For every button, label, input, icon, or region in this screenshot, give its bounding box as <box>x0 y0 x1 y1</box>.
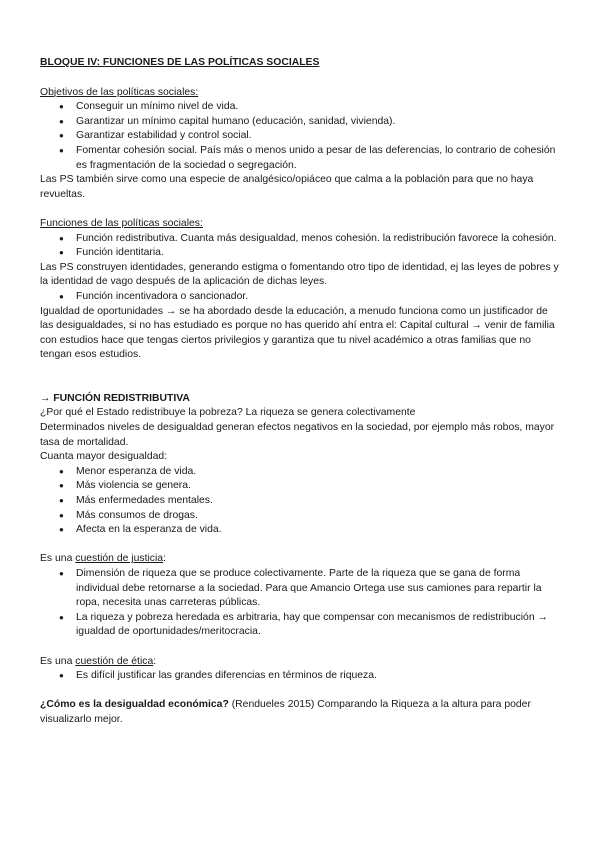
spacer <box>40 538 560 553</box>
redistributiva-line-1: ¿Por qué el Estado redistribuye la pobreza? La riqueza se genera colectivamente <box>40 407 416 419</box>
funciones-heading: Funciones de las políticas sociales: <box>40 217 203 229</box>
redistributiva-line-2: Determinados niveles de desigualdad generan efectos negativos en la sociedad, por ejemplo más robos, mayor tasa de mortalidad. <box>40 422 555 448</box>
list-item: ● Fomentar cohesión social. País más o menos unido a pesar de las deferencias, lo contrario de cohesión es fragmentación de la sociedad o segregación. <box>76 144 560 173</box>
objetivos-heading: Objetivos de las políticas sociales: <box>40 86 199 98</box>
desigualdad-effects-list <box>40 465 560 538</box>
etica-prefix: Es una <box>40 655 76 667</box>
list-item: ● Más enfermedades mentales. <box>76 494 560 509</box>
list-item: ● Dimensión de riqueza que se produce colectivamente. Parte de la riqueza que se gana de forma individual debe retornarse a la sociedad. Para que Amancio Ortega use sus camiones para repartir la ropa, necesita unas carreteras públicas. <box>76 567 560 611</box>
justicia-prefix: Es una <box>40 553 76 565</box>
final-rest: (Rendueles 2015) Comparando la Riqueza a la altura para poder visualizarlo mejor. <box>40 699 531 725</box>
spacer <box>40 202 560 217</box>
objetivos-list <box>40 100 560 173</box>
funciones-list-1 <box>40 232 560 261</box>
spacer <box>40 684 560 699</box>
page-title: BLOQUE IV: FUNCIONES DE LAS POLÍTICAS SOCIALES <box>40 57 320 68</box>
list-item: ● Más violencia se genera. <box>76 479 560 494</box>
list-item: ● Conseguir un mínimo nivel de vida. <box>76 100 560 115</box>
list-item: ● Garantizar un mínimo capital humano (educación, sanidad, vivienda). <box>76 115 560 130</box>
justicia-heading <box>40 552 560 567</box>
funciones-text-1: Las PS construyen identidades, generando estigma o fomentando otro tipo de identidad, ej las leyes de pobres y la identidad de vago después de la aplicación de dichas leyes. <box>40 261 559 288</box>
etica-term: cuestión de ética <box>75 655 154 667</box>
list-item: ● Garantizar estabilidad y control social. <box>76 129 560 144</box>
list-item: ● Función identitaria. <box>76 246 560 261</box>
list-item: ● La riqueza y pobreza heredada es arbitraria, hay que compensar con mecanismos de redistribución → igualdad de oportunidades/meritocracia. <box>76 611 560 640</box>
spacer <box>40 363 560 392</box>
final-question: ¿Cómo es la desigualdad económica? <box>40 699 229 711</box>
list-item: ● Menor esperanza de vida. <box>76 465 560 480</box>
funciones-list-2 <box>40 290 560 305</box>
funciones-text-2: Igualdad de oportunidades → se ha abordado desde la educación, a menudo funciona como un justificador de las desigualdades, si no has estudiado es porque no has querido ahí entra el: Capital cultural → venir de familia con estudios hace que tengas ciertos privilegios y garantiza que tu nivel académico a otras familias que no tengan esos estudios. <box>40 305 555 361</box>
list-item: ● Función redistributiva. Cuanta más desigualdad, menos cohesión. la redistribución favorece la cohesión. <box>76 232 560 247</box>
redistributiva-line-3: Cuanta mayor desigualdad: <box>40 451 168 463</box>
list-item: ● Más consumos de drogas. <box>76 509 560 524</box>
justicia-list <box>40 567 560 640</box>
etica-list <box>40 669 560 684</box>
etica-suffix: : <box>153 655 157 667</box>
list-item: ● Función incentivadora o sancionador. <box>76 290 560 305</box>
justicia-term: cuestión de justicia <box>75 553 164 565</box>
objetivos-note: Las PS también sirve como una especie de analgésico/opiáceo que calma a la población para que no haya revueltas. <box>40 174 534 200</box>
final-paragraph <box>40 698 560 727</box>
redistributiva-heading: → FUNCIÓN REDISTRIBUTIVA <box>40 392 190 404</box>
justicia-suffix: : <box>163 553 166 565</box>
spacer <box>40 640 560 655</box>
list-item: ● Es difícil justificar las grandes diferencias en términos de riqueza. <box>76 669 560 684</box>
list-item: ● Afecta en la esperanza de vida. <box>76 523 560 538</box>
etica-heading <box>40 655 560 670</box>
